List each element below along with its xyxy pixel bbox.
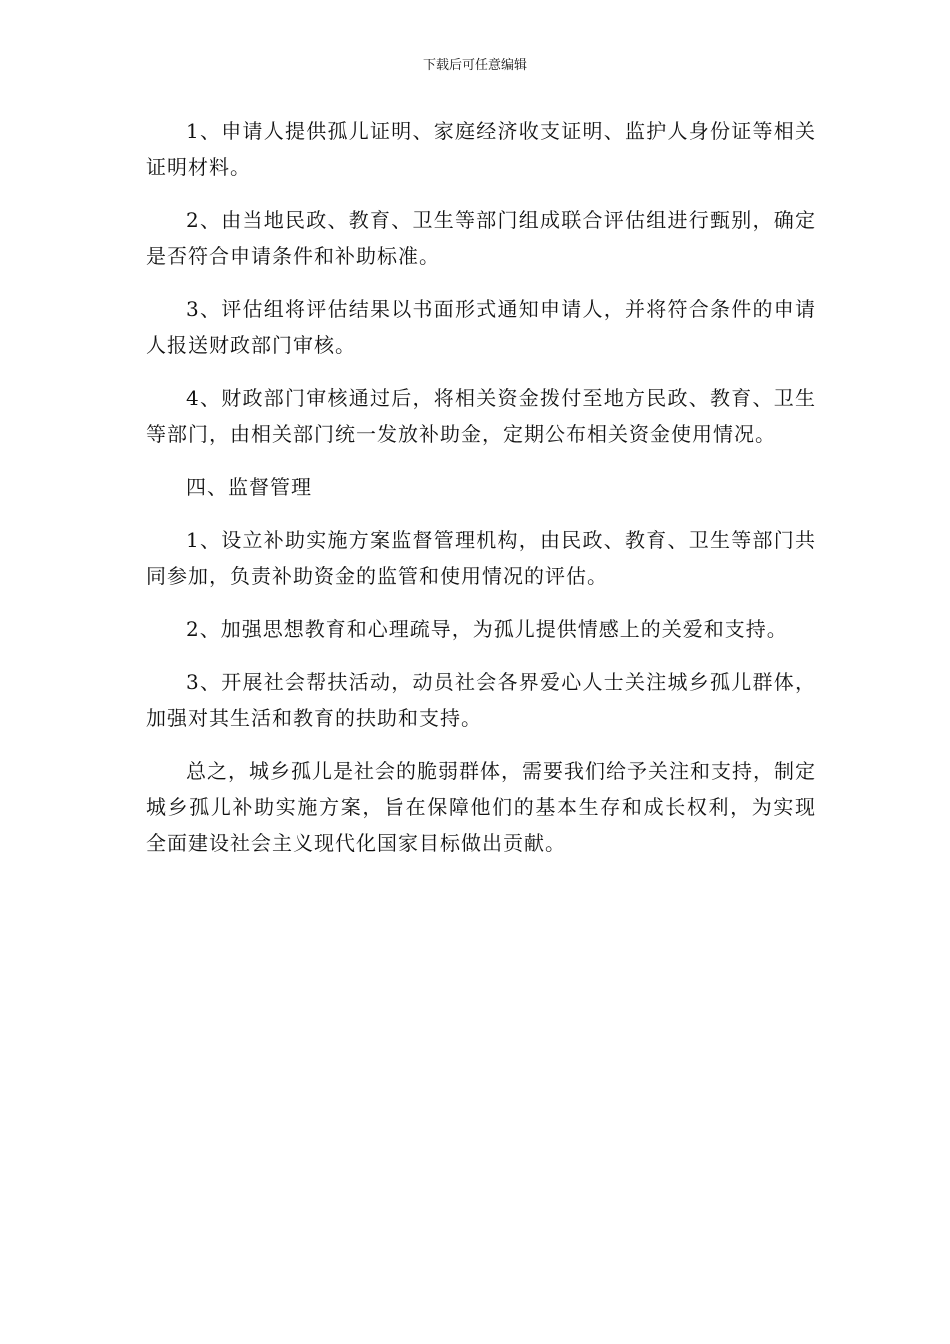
paragraph-supervision-2: 2、加强思想教育和心理疏导，为孤儿提供情感上的关爱和支持。: [186, 617, 788, 641]
paragraph-procedure-1: 1、申请人提供孤儿证明、家庭经济收支证明、监护人身份证等相关证明材料。: [146, 119, 816, 179]
paragraph-procedure-4: 4、财政部门审核通过后，将相关资金拨付至地方民政、教育、卫生等部门，由相关部门统一发放补助金，定期公布相关资金使用情况。: [146, 386, 816, 446]
document-body: [146, 113, 816, 878]
page-header: 下载后可任意编辑: [422, 58, 527, 73]
paragraph-procedure-3: 3、评估组将评估结果以书面形式通知申请人，并将符合条件的申请人报送财政部门审核。: [146, 297, 816, 357]
paragraph-conclusion: 总之，城乡孤儿是社会的脆弱群体，需要我们给予关注和支持，制定城乡孤儿补助实施方案，旨在保障他们的基本生存和成长权利，为实现全面建设社会主义现代化国家目标做出贡献。: [146, 759, 816, 855]
paragraph-supervision-1: 1、设立补助实施方案监督管理机构，由民政、教育、卫生等部门共同参加，负责补助资金的监管和使用情况的评估。: [146, 528, 816, 588]
section-heading-supervision: 四、监督管理: [186, 475, 312, 499]
paragraph-procedure-2: 2、由当地民政、教育、卫生等部门组成联合评估组进行甄别，确定是否符合申请条件和补助标准。: [146, 208, 816, 268]
paragraph-supervision-3: 3、开展社会帮扶活动，动员社会各界爱心人士关注城乡孤儿群体，加强对其生活和教育的扶助和支持。: [146, 670, 816, 730]
